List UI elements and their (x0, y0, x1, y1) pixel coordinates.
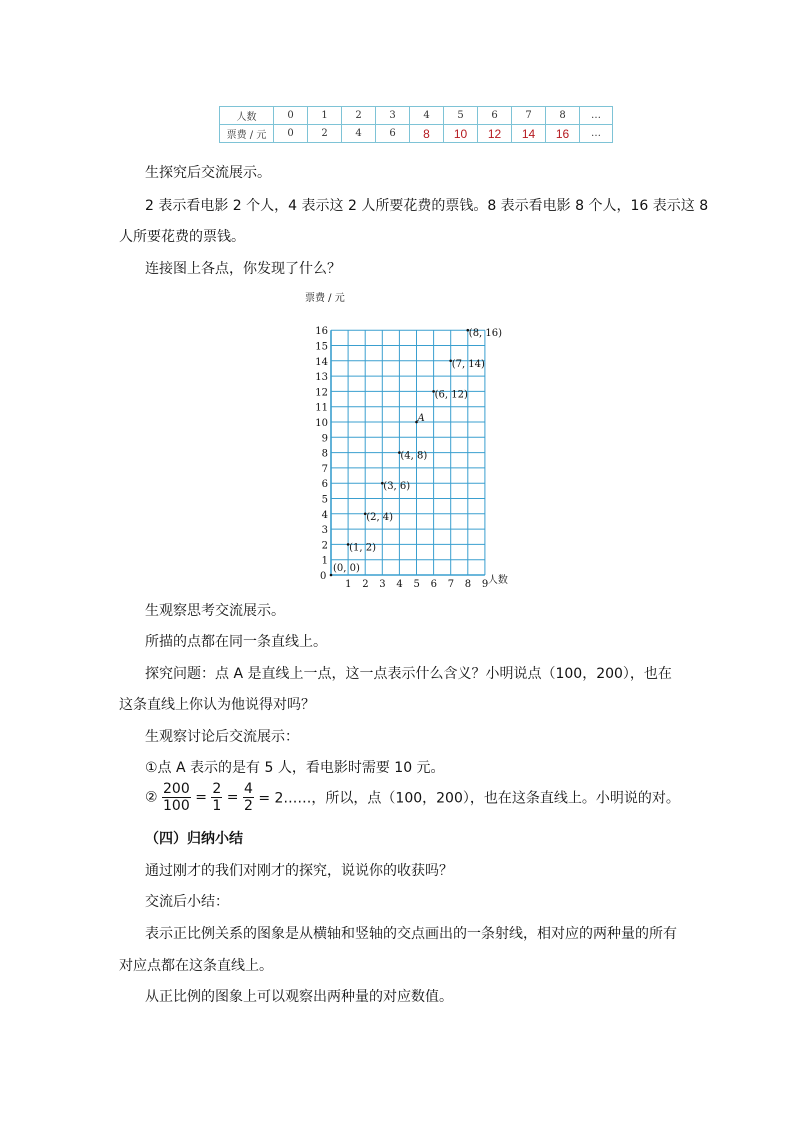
paragraph: 生探究后交流展示。 (145, 165, 271, 181)
x-tick-label: 6 (430, 579, 437, 590)
fraction (243, 781, 254, 814)
paragraph: 人所要花费的票钱。 (119, 229, 245, 245)
y-tick-label: 7 (321, 463, 328, 475)
point-label: (7, 14) (451, 358, 485, 370)
paragraph: 从正比例的图象上可以观察出两种量的对应数值。 (145, 989, 453, 1005)
table-cell-highlight: 16 (546, 125, 580, 143)
paragraph: 生观察思考交流展示。 (145, 603, 285, 619)
y-tick-label: 13 (315, 372, 328, 384)
paragraph: 表示正比例关系的图象是从横轴和竖轴的交点画出的一条射线，相对应的两种量的所有 (145, 926, 677, 942)
point-label: (3, 6) (383, 481, 411, 493)
point-label: A (417, 413, 425, 424)
circled-number: ② (145, 789, 158, 806)
paragraph: ①点 A 表示的是有 5 人，看电影时需要 10 元。 (145, 760, 445, 776)
paragraph: 2 表示看电影 2 个人，4 表示这 2 人所要花费的票钱。8 表示看电影 8 个人，16 表示这 8 (145, 198, 709, 214)
denominator: 1 (212, 798, 222, 814)
y-tick-label: 1 (321, 555, 328, 567)
point-label: (0, 0) (333, 563, 360, 574)
paragraph: 这条直线上你认为他说得对吗？ (119, 697, 315, 713)
x-tick-label: 4 (396, 579, 403, 590)
x-tick-label: 2 (362, 579, 369, 590)
paragraph: 探究问题：点 A 是直线上一点，这一点表示什么含义？小明说点（100，200），也在 (145, 666, 672, 682)
x-tick-label: 5 (413, 579, 420, 590)
denominator: 2 (243, 798, 253, 814)
table-cell: 4 (410, 107, 444, 125)
table-cell: … (580, 107, 613, 125)
point-label: (2, 4) (366, 511, 394, 523)
table-cell-highlight: 8 (410, 125, 444, 143)
table-cell-highlight: 10 (444, 125, 478, 143)
fraction-equation (145, 781, 680, 814)
y-tick-label: 9 (321, 433, 328, 445)
table-cell: 0 (274, 107, 308, 125)
table-cell: … (580, 125, 613, 143)
section-heading: （四）归纳小结 (145, 831, 243, 847)
proportion-chart (295, 288, 525, 590)
y-tick-label: 14 (315, 356, 328, 368)
paragraph: 生观察讨论后交流展示： (145, 729, 299, 745)
paragraph: 交流后小结： (145, 894, 229, 910)
denominator: 100 (163, 798, 190, 814)
x-tick-label: 1 (345, 579, 352, 590)
x-tick-label: 3 (379, 579, 386, 590)
table-cell-highlight: 12 (478, 125, 512, 143)
numerator: 4 (243, 781, 253, 797)
y-tick-label: 12 (315, 387, 328, 399)
y-tick-label: 5 (321, 494, 328, 506)
paragraph: 对应点都在这条直线上。 (119, 958, 273, 974)
point-label: (1, 2) (349, 542, 376, 554)
point-label: (6, 12) (434, 389, 468, 401)
y-tick-label: 16 (315, 326, 328, 338)
numerator: 2 (212, 781, 222, 797)
origin-label: 0 (320, 571, 327, 582)
fraction (162, 781, 191, 814)
table-cell: 6 (478, 107, 512, 125)
table-cell: 6 (376, 125, 410, 143)
y-tick-label: 8 (321, 448, 328, 460)
point-label: (8, 16) (468, 328, 503, 340)
point-label: (4, 8) (400, 450, 428, 462)
y-tick-label: 4 (321, 509, 328, 521)
table-cell: 1 (308, 107, 342, 125)
x-tick-label: 8 (464, 579, 472, 590)
numerator: 200 (163, 781, 190, 797)
table-row-fee (220, 125, 613, 143)
fraction (211, 781, 222, 814)
x-axis-title: 人数 (487, 575, 508, 586)
table-cell: 2 (308, 125, 342, 143)
data-point (330, 574, 333, 577)
table-cell: 7 (512, 107, 546, 125)
paragraph: 连接图上各点，你发现了什么？ (145, 261, 341, 277)
paragraph: 所描的点都在同一条直线上。 (145, 634, 327, 650)
equation-tail: = 2……，所以，点（100，200），也在这条直线上。小明说的对。 (258, 790, 680, 807)
y-tick-label: 3 (321, 525, 328, 537)
table-cell: 2 (342, 107, 376, 125)
table-cell: 5 (444, 107, 478, 125)
table-cell-highlight: 14 (512, 125, 546, 143)
y-tick-label: 6 (321, 479, 328, 491)
y-axis-title: 票费 / 元 (305, 293, 345, 304)
table-cell: 0 (274, 125, 308, 143)
equals-sign: = (195, 789, 207, 806)
y-tick-label: 2 (321, 540, 328, 552)
table-cell: 3 (376, 107, 410, 125)
table-row-people (220, 107, 613, 125)
y-tick-label: 15 (315, 341, 328, 353)
price-table (219, 106, 613, 143)
table-cell: 4 (342, 125, 376, 143)
table-header: 票费 / 元 (220, 125, 274, 143)
equals-sign: = (226, 789, 239, 806)
y-tick-label: 11 (315, 402, 328, 414)
paragraph: 通过刚才的我们对刚才的探究，说说你的收获吗？ (145, 863, 453, 879)
x-tick-label: 7 (447, 579, 455, 590)
table-header: 人数 (220, 107, 274, 125)
table-cell: 8 (546, 107, 580, 125)
y-tick-label: 10 (315, 418, 328, 429)
x-tick-label: 9 (481, 579, 489, 590)
